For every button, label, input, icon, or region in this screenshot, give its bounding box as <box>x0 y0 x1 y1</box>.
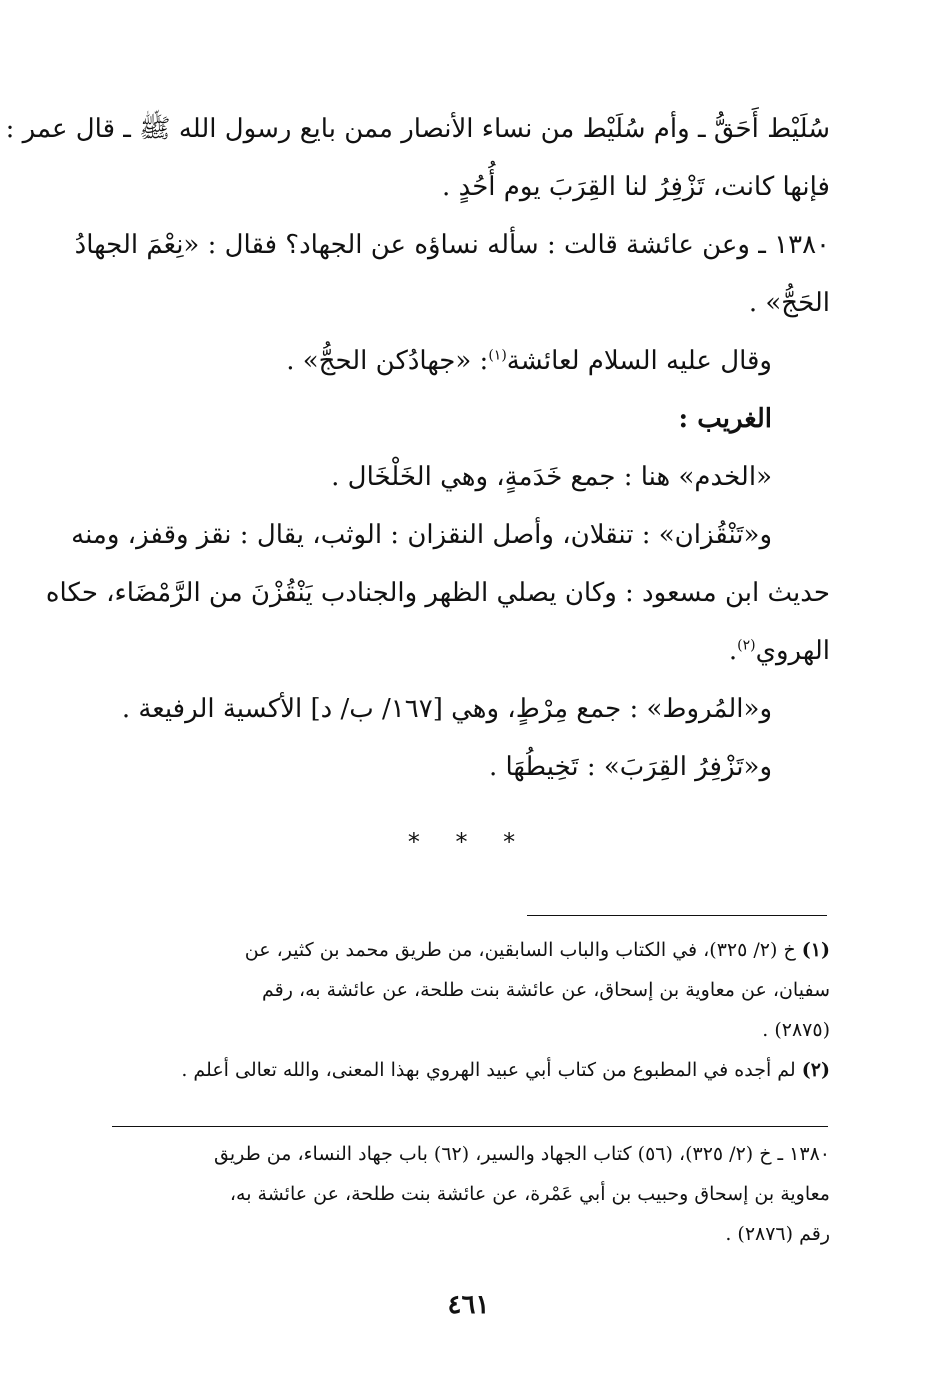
footnote-rule <box>527 915 827 916</box>
text-line: حديث ابن مسعود : وكان يصلي الظهر والجنادب يَنْقُزْنَ من الرَّمْضَاء، حكاه <box>45 578 830 608</box>
footnote-text: خ (٢/ ٣٢٥)، في الكتاب والباب السابقين، من طريق محمد بن كثير، عن <box>244 939 796 961</box>
text-line: فإنها كانت، تَزْفِرُ لنا القِرَبَ يوم أُحُدٍ . <box>442 172 830 202</box>
text-line: سُلَيْط أَحَقُّ ـ وأم سُلَيْط من نساء الأنصار ممن بايع رسول الله ﷺ ـ قال عمر : <box>5 114 830 144</box>
hadith-1380-line: ١٣٨٠ ـ وعن عائشة قالت : سأله نساؤه عن الجهاد؟ فقال : «نِعْمَ الجهادُ <box>74 230 830 260</box>
text-line <box>118 332 830 390</box>
source-line: رقم (٢٨٧٦) . <box>725 1223 830 1245</box>
section-separator: * * * <box>407 828 530 856</box>
footnote-1 <box>112 930 830 970</box>
text-span: الهروي <box>755 636 830 666</box>
source-line: معاوية بن إسحاق وحبيب بن أبي عَمْرة، عن عائشة بنت طلحة، عن عائشة به، <box>229 1183 830 1205</box>
footnote-continuation: (٢٨٧٥) . <box>762 1019 830 1041</box>
footnote-ref-2[interactable]: (٢) <box>737 637 756 654</box>
text-line: الحَجُّ» . <box>748 288 830 318</box>
text-span: : «جهادُكن الحجُّ» . <box>286 346 489 376</box>
section-heading: الغريب : <box>678 404 772 434</box>
text-span: . <box>728 636 738 666</box>
text-span: وقال عليه السلام لعائشة <box>506 346 772 376</box>
footnote-2 <box>112 1050 830 1090</box>
source-rule <box>112 1126 828 1127</box>
text-line: و«تَنْقُزان» : تنقلان، وأصل النقزان : الوثب، يقال : نقز وقفز، ومنه <box>71 520 772 550</box>
source-notes <box>112 1134 830 1254</box>
text-line <box>118 622 830 680</box>
main-text <box>5 100 830 796</box>
footnote-ref-1[interactable]: (١) <box>488 347 507 364</box>
text-line: «الخدم» هنا : جمع خَدَمةٍ، وهي الخَلْخَال . <box>331 462 772 492</box>
footnote-number: (١) <box>801 939 830 961</box>
footnotes <box>112 930 830 1090</box>
source-line: ١٣٨٠ ـ خ (٢/ ٣٢٥)، (٥٦) كتاب الجهاد والسير، (٦٢) باب جهاد النساء، من طريق <box>214 1143 830 1165</box>
text-line: و«المُروط» : جمع مِرْطٍ، وهي [١٦٧/ ب/ د] الأكسية الرفيعة . <box>121 694 772 724</box>
footnote-continuation: سفيان، عن معاوية بن إسحاق، عن عائشة بنت طلحة، عن عائشة به، رقم <box>262 979 830 1001</box>
text-line: و«تَزْفِرُ القِرَبَ» : تَخِيطُهَا . <box>488 752 772 782</box>
footnote-text: لم أجده في المطبوع من كتاب أبي عبيد الهروي بهذا المعنى، والله تعالى أعلم . <box>181 1059 796 1081</box>
footnote-number: (٢) <box>801 1059 830 1081</box>
page-number: ٤٦١ <box>447 1290 490 1320</box>
